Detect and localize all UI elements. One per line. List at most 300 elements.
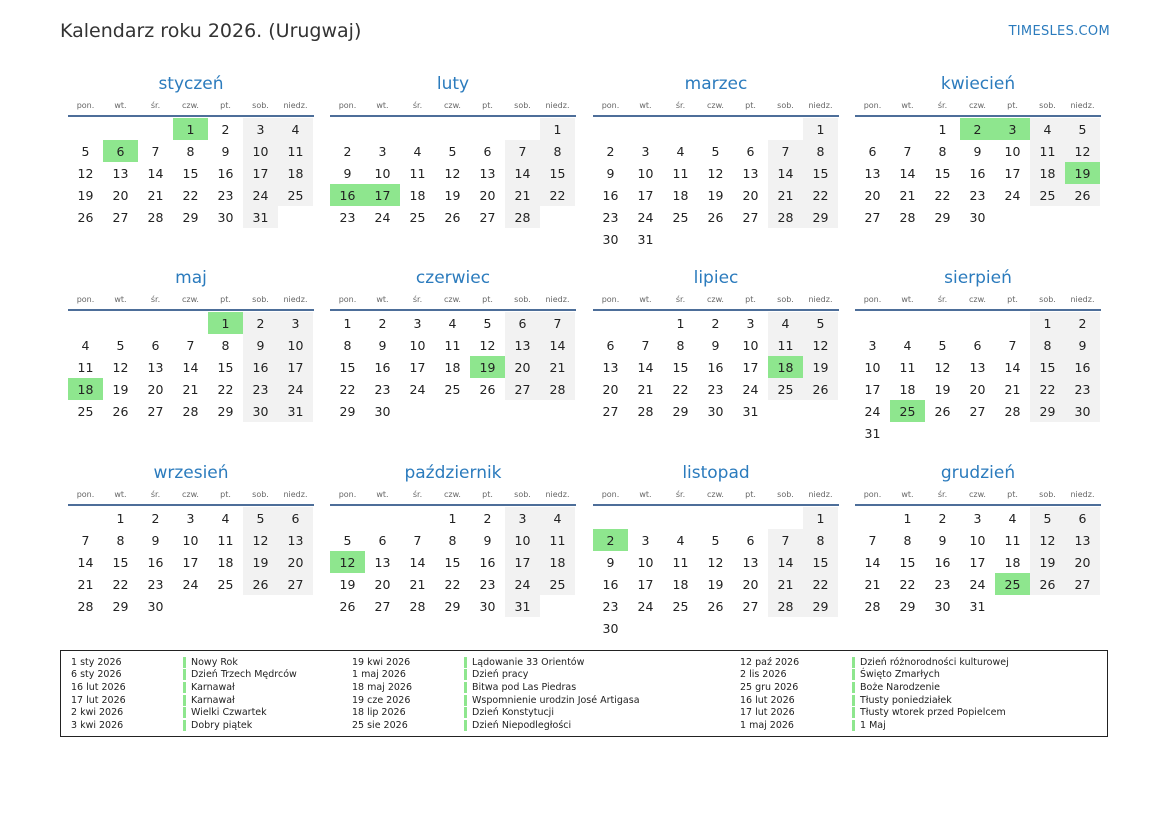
day-cell: 27 [742, 598, 759, 614]
day-cell: 19 [707, 576, 724, 592]
day-cell: 4 [540, 507, 575, 529]
day-cell: 4 [221, 510, 230, 526]
weekday-label: pon. [338, 294, 357, 304]
holiday-name: Dobry piątek [191, 719, 253, 731]
day-cell: 11 [217, 532, 234, 548]
day-cell: 24 [1004, 187, 1021, 203]
day-cell: 25 [444, 381, 461, 397]
day-cell: 6 [151, 337, 160, 353]
holiday-date: 16 lut 2026 [740, 694, 795, 706]
day-cell: 8 [116, 532, 125, 548]
day-cell: 1 [803, 118, 838, 140]
day-cell: 28 [409, 598, 426, 614]
day-cell: 2 [593, 529, 628, 551]
day-cell: 17 [742, 359, 759, 375]
month-name: grudzień [940, 463, 1016, 483]
day-cell: 5 [1065, 118, 1100, 140]
day-cell: 21 [768, 184, 803, 206]
day-cell: 15 [182, 165, 199, 181]
legend-row [352, 669, 640, 682]
day-cell: 30 [602, 620, 619, 636]
day-cell: 26 [243, 573, 278, 595]
day-cell: 17 [1004, 165, 1021, 181]
weekday-label: czw. [182, 100, 199, 110]
day-cell: 21 [768, 573, 803, 595]
day-cell: 28 [864, 598, 881, 614]
day-cell: 6 [746, 532, 755, 548]
empty-cell [768, 118, 803, 140]
day-grid [593, 312, 839, 422]
weekday-label: wt. [901, 294, 914, 304]
empty-cell [103, 312, 138, 334]
day-cell: 29 [672, 403, 689, 419]
day-cell: 23 [707, 381, 724, 397]
day-cell: 31 [505, 595, 540, 617]
month-name: lipiec [693, 268, 739, 288]
weekday-label: pt. [1007, 100, 1018, 110]
day-cell: 25 [672, 598, 689, 614]
weekday-label: śr. [150, 100, 161, 110]
day-cell: 25 [672, 209, 689, 225]
day-cell: 4 [413, 143, 422, 159]
day-cell: 28 [540, 378, 575, 400]
weekday-label: czw. [182, 489, 199, 499]
day-cell: 8 [1030, 334, 1065, 356]
holiday-marker [464, 657, 467, 668]
holiday-date: 25 gru 2026 [740, 681, 799, 693]
day-cell: 22 [1030, 378, 1065, 400]
empty-cell [925, 312, 960, 334]
day-cell: 9 [243, 334, 278, 356]
weekday-header [593, 96, 839, 117]
legend-row [71, 719, 297, 732]
weekday-label: pt. [220, 100, 231, 110]
day-cell: 17 [243, 162, 278, 184]
day-cell: 26 [1065, 184, 1100, 206]
brand-link[interactable]: TIMESLES.COM [1008, 24, 1110, 39]
day-cell: 14 [182, 359, 199, 375]
day-cell: 30 [147, 598, 164, 614]
weekday-label: sob. [514, 489, 531, 499]
day-cell: 29 [934, 209, 951, 225]
day-cell: 1 [448, 510, 457, 526]
day-cell: 2 [243, 312, 278, 334]
weekday-label: sob. [514, 294, 531, 304]
day-cell: 15 [803, 162, 838, 184]
holiday-name: Karnawał [191, 681, 235, 693]
day-cell: 1 [540, 118, 575, 140]
holiday-marker [183, 720, 186, 731]
day-cell: 15 [540, 162, 575, 184]
day-cell: 2 [938, 510, 947, 526]
weekday-label: pt. [1007, 489, 1018, 499]
weekday-label: pt. [745, 489, 756, 499]
empty-cell [470, 118, 505, 140]
holiday-date: 18 lip 2026 [352, 707, 406, 719]
day-cell: 11 [77, 359, 94, 375]
weekday-label: śr. [937, 100, 948, 110]
day-cell: 10 [864, 359, 881, 375]
day-cell: 3 [746, 315, 755, 331]
day-cell: 18 [768, 356, 803, 378]
legend-row [71, 656, 297, 669]
day-cell: 19 [707, 187, 724, 203]
holiday-name: Bitwa pod Las Piedras [472, 681, 577, 693]
day-cell: 19 [77, 187, 94, 203]
month-10 [330, 461, 576, 617]
day-cell: 30 [243, 400, 278, 422]
day-cell: 4 [448, 315, 457, 331]
day-cell: 3 [995, 118, 1030, 140]
day-cell: 11 [540, 529, 575, 551]
weekday-label: sob. [777, 294, 794, 304]
day-cell: 15 [672, 359, 689, 375]
day-cell: 31 [969, 598, 986, 614]
day-cell: 25 [540, 573, 575, 595]
month-11 [593, 461, 839, 639]
holiday-name: Wspomnienie urodzin José Artigasa [472, 694, 640, 706]
legend-row [740, 681, 1009, 694]
legend-row [352, 719, 640, 732]
holiday-name: Karnawał [191, 694, 235, 706]
month-name: kwiecień [940, 74, 1016, 94]
weekday-header [68, 96, 314, 117]
empty-cell [365, 507, 400, 529]
day-cell: 20 [864, 187, 881, 203]
day-cell: 16 [707, 359, 724, 375]
day-cell: 30 [934, 598, 951, 614]
weekday-label: śr. [412, 489, 423, 499]
weekday-label: wt. [114, 489, 127, 499]
day-cell: 22 [182, 187, 199, 203]
day-cell: 19 [470, 356, 505, 378]
empty-cell [68, 118, 103, 140]
legend-row [352, 706, 640, 719]
day-cell: 6 [1065, 507, 1100, 529]
day-cell: 28 [505, 206, 540, 228]
holiday-marker [464, 720, 467, 731]
weekday-label: niedz. [808, 294, 833, 304]
day-cell: 30 [1065, 400, 1100, 422]
day-cell: 2 [221, 121, 230, 137]
day-cell: 24 [969, 576, 986, 592]
day-cell: 8 [540, 140, 575, 162]
day-cell: 28 [768, 595, 803, 617]
day-cell: 21 [899, 187, 916, 203]
day-cell: 16 [479, 554, 496, 570]
weekday-label: sob. [252, 100, 269, 110]
month-7 [593, 266, 839, 422]
empty-cell [960, 312, 995, 334]
day-cell: 31 [637, 231, 654, 247]
day-cell: 29 [444, 598, 461, 614]
day-cell: 9 [483, 532, 492, 548]
empty-cell [435, 118, 470, 140]
day-cell: 2 [711, 315, 720, 331]
day-cell: 14 [1004, 359, 1021, 375]
day-cell: 19 [339, 576, 356, 592]
day-cell: 17 [182, 554, 199, 570]
day-cell: 16 [934, 554, 951, 570]
day-cell: 24 [505, 573, 540, 595]
day-cell: 11 [278, 140, 313, 162]
day-cell: 31 [243, 206, 278, 228]
day-cell: 2 [1065, 312, 1100, 334]
day-cell: 1 [343, 315, 352, 331]
day-cell: 24 [864, 403, 881, 419]
day-cell: 30 [969, 209, 986, 225]
legend-column-3 [740, 656, 1009, 732]
day-cell: 18 [672, 576, 689, 592]
holiday-marker [852, 695, 855, 706]
weekday-label: sob. [777, 100, 794, 110]
day-cell: 20 [602, 381, 619, 397]
day-cell: 21 [505, 184, 540, 206]
day-cell: 20 [1065, 551, 1100, 573]
empty-cell [505, 118, 540, 140]
day-cell: 29 [339, 403, 356, 419]
day-cell: 27 [742, 209, 759, 225]
day-cell: 22 [444, 576, 461, 592]
day-cell: 14 [768, 162, 803, 184]
day-cell: 13 [112, 165, 129, 181]
weekday-label: czw. [444, 100, 461, 110]
day-cell: 1 [803, 507, 838, 529]
day-cell: 20 [112, 187, 129, 203]
day-cell: 1 [938, 121, 947, 137]
day-cell: 10 [969, 532, 986, 548]
day-cell: 22 [112, 576, 129, 592]
day-cell: 20 [505, 356, 540, 378]
weekday-label: śr. [675, 100, 686, 110]
day-cell: 26 [444, 209, 461, 225]
day-grid [855, 118, 1101, 228]
weekday-label: pt. [220, 294, 231, 304]
weekday-label: czw. [444, 489, 461, 499]
day-cell: 27 [278, 573, 313, 595]
day-cell: 1 [676, 315, 685, 331]
day-cell: 8 [903, 532, 912, 548]
holiday-name: Święto Zmarłych [860, 669, 940, 681]
day-cell: 16 [1065, 356, 1100, 378]
holiday-marker [464, 707, 467, 718]
day-cell: 16 [969, 165, 986, 181]
day-cell: 29 [1030, 400, 1065, 422]
day-cell: 20 [742, 576, 759, 592]
weekday-label: niedz. [808, 489, 833, 499]
day-cell: 26 [707, 209, 724, 225]
day-cell: 29 [899, 598, 916, 614]
holiday-date: 19 cze 2026 [352, 694, 411, 706]
day-cell: 24 [243, 184, 278, 206]
month-5 [68, 266, 314, 422]
day-cell: 29 [182, 209, 199, 225]
month-name: czerwiec [415, 268, 491, 288]
day-cell: 3 [973, 510, 982, 526]
day-cell: 19 [934, 381, 951, 397]
holiday-date: 17 lut 2026 [71, 694, 126, 706]
day-cell: 3 [378, 143, 387, 159]
weekday-label: niedz. [545, 100, 570, 110]
month-4 [855, 72, 1101, 228]
day-cell: 27 [1065, 573, 1100, 595]
day-cell: 1 [1030, 312, 1065, 334]
legend-row [740, 656, 1009, 669]
empty-cell [663, 507, 698, 529]
day-cell: 12 [112, 359, 129, 375]
weekday-header [330, 485, 576, 506]
day-cell: 16 [374, 359, 391, 375]
weekday-label: pt. [1007, 294, 1018, 304]
day-cell: 13 [147, 359, 164, 375]
empty-cell [173, 312, 208, 334]
holiday-marker [852, 720, 855, 731]
day-cell: 9 [343, 165, 352, 181]
day-cell: 19 [112, 381, 129, 397]
day-cell: 22 [803, 573, 838, 595]
legend-row [352, 656, 640, 669]
day-cell: 25 [77, 403, 94, 419]
day-cell: 28 [182, 403, 199, 419]
day-cell: 16 [217, 165, 234, 181]
day-cell: 10 [243, 140, 278, 162]
day-grid [330, 118, 576, 228]
day-cell: 10 [182, 532, 199, 548]
day-grid [855, 507, 1101, 617]
day-cell: 11 [768, 334, 803, 356]
day-cell: 19 [1065, 162, 1100, 184]
empty-cell [365, 118, 400, 140]
empty-cell [855, 507, 890, 529]
day-cell: 3 [243, 118, 278, 140]
month-name: maj [175, 268, 207, 288]
day-cell: 24 [637, 598, 654, 614]
legend-row [740, 719, 1009, 732]
day-cell: 24 [374, 209, 391, 225]
weekday-label: pt. [745, 100, 756, 110]
day-cell: 13 [278, 529, 313, 551]
weekday-label: pon. [601, 294, 620, 304]
day-cell: 23 [243, 378, 278, 400]
weekday-label: śr. [937, 489, 948, 499]
day-cell: 11 [672, 165, 689, 181]
day-cell: 24 [637, 209, 654, 225]
weekday-label: śr. [150, 294, 161, 304]
weekday-label: czw. [969, 489, 986, 499]
day-cell: 27 [147, 403, 164, 419]
day-grid [330, 312, 576, 422]
day-cell: 26 [479, 381, 496, 397]
day-cell: 20 [969, 381, 986, 397]
day-cell: 19 [1030, 551, 1065, 573]
day-cell: 2 [606, 143, 615, 159]
day-cell: 27 [374, 598, 391, 614]
holiday-date: 2 lis 2026 [740, 669, 787, 681]
month-2 [330, 72, 576, 228]
day-cell: 25 [890, 400, 925, 422]
holiday-marker [464, 669, 467, 680]
weekday-label: pt. [482, 294, 493, 304]
day-cell: 17 [365, 184, 400, 206]
day-cell: 20 [374, 576, 391, 592]
day-cell: 6 [868, 143, 877, 159]
day-cell: 16 [243, 356, 278, 378]
day-cell: 15 [339, 359, 356, 375]
day-cell: 18 [672, 187, 689, 203]
day-cell: 18 [217, 554, 234, 570]
empty-cell [890, 118, 925, 140]
day-cell: 10 [637, 165, 654, 181]
weekday-label: czw. [969, 100, 986, 110]
day-cell: 12 [803, 334, 838, 356]
day-cell: 7 [768, 529, 803, 551]
holiday-date: 6 sty 2026 [71, 669, 122, 681]
weekday-label: niedz. [545, 489, 570, 499]
day-cell: 22 [803, 184, 838, 206]
empty-cell [768, 507, 803, 529]
weekday-label: pon. [76, 100, 95, 110]
weekday-label: pon. [863, 489, 882, 499]
weekday-label: pt. [482, 100, 493, 110]
empty-cell [733, 507, 768, 529]
day-cell: 3 [641, 143, 650, 159]
day-cell: 25 [278, 184, 313, 206]
weekday-label: wt. [901, 489, 914, 499]
day-cell: 22 [339, 381, 356, 397]
month-name: listopad [682, 463, 750, 483]
day-cell: 23 [602, 209, 619, 225]
day-cell: 26 [707, 598, 724, 614]
day-grid [68, 507, 314, 617]
holiday-date: 16 lut 2026 [71, 681, 126, 693]
weekday-label: niedz. [1070, 100, 1095, 110]
weekday-label: czw. [969, 294, 986, 304]
day-cell: 24 [742, 381, 759, 397]
legend-row [740, 694, 1009, 707]
weekday-label: wt. [639, 489, 652, 499]
holiday-name: Dzień Niepodległości [472, 719, 572, 731]
day-cell: 23 [934, 576, 951, 592]
day-cell: 10 [374, 165, 391, 181]
day-cell: 12 [77, 165, 94, 181]
day-cell: 13 [864, 165, 881, 181]
empty-cell [855, 118, 890, 140]
day-cell: 6 [606, 337, 615, 353]
holiday-date: 1 sty 2026 [71, 656, 122, 668]
day-cell: 26 [803, 378, 838, 400]
day-cell: 22 [934, 187, 951, 203]
day-cell: 3 [505, 507, 540, 529]
day-cell: 14 [540, 334, 575, 356]
day-cell: 18 [1030, 162, 1065, 184]
holiday-marker [852, 657, 855, 668]
legend-row [71, 706, 297, 719]
holiday-marker [852, 669, 855, 680]
legend-row [352, 694, 640, 707]
day-cell: 7 [505, 140, 540, 162]
day-cell: 19 [444, 187, 461, 203]
day-cell: 22 [899, 576, 916, 592]
day-cell: 23 [1065, 378, 1100, 400]
day-cell: 9 [151, 532, 160, 548]
day-cell: 7 [641, 337, 650, 353]
weekday-label: niedz. [283, 100, 308, 110]
weekday-label: czw. [707, 294, 724, 304]
weekday-header [68, 485, 314, 506]
weekday-header [593, 485, 839, 506]
day-cell: 14 [864, 554, 881, 570]
day-cell: 5 [243, 507, 278, 529]
